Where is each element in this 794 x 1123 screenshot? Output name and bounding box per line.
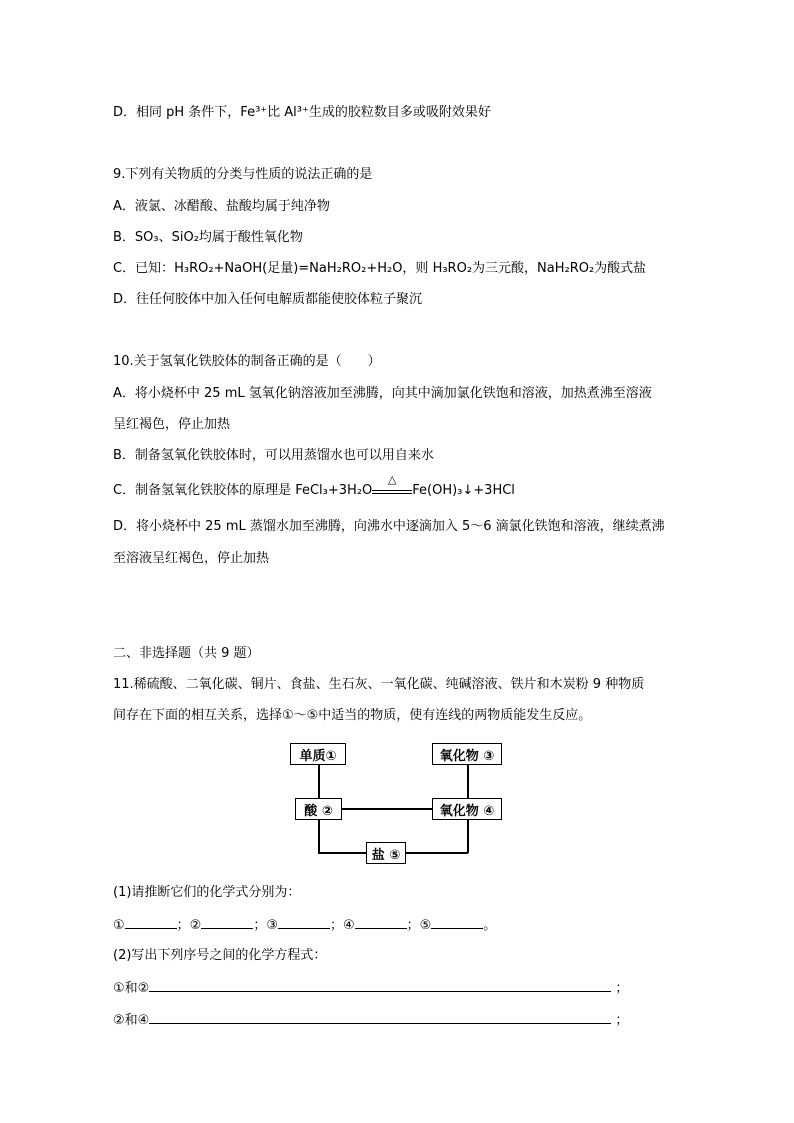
connector-2-5-vertical: [318, 819, 320, 853]
q10-option-d-line2: 至溶液呈红褐色，停止加热: [113, 551, 270, 566]
part2-heading: 二、非选择题（共 9 题）: [113, 646, 260, 661]
box-acid: 酸 ②: [295, 798, 342, 820]
q9-option-c: C．已知：H₃RO₂+NaOH(足量)=NaH₂RO₂+H₂O，则 H₃RO₂为三元酸，NaH₂RO₂为酸式盐: [113, 261, 647, 276]
blank-label-1: ①: [113, 918, 125, 933]
q11-sub2: (2)写出下列序号之间的化学方程式：: [113, 948, 327, 963]
blank-label-3: ；③: [253, 918, 278, 933]
q10-option-a-line1: A．将小烧杯中 25 mL 氢氧化钠溶液加至沸腾，向其中滴加氯化铁饱和溶液，加热煮沸至溶液: [113, 386, 652, 401]
answer-blank-1[interactable]: [125, 916, 177, 929]
q10-option-a-line2: 呈红褐色，停止加热: [113, 417, 231, 432]
box-salt: 盐 ⑤: [366, 842, 406, 864]
q9-option-b: B．SO₃、SiO₂均属于酸性氧化物: [113, 230, 303, 245]
q10-option-b: B．制备氢氧化铁胶体时，可以用蒸馏水也可以用自来水: [113, 448, 434, 463]
q11-sub1: (1)请推断它们的化学式分别为：: [113, 885, 301, 900]
equation-line-1: [113, 979, 628, 998]
connector-4-5-vertical: [467, 819, 469, 853]
heat-symbol: △: [388, 473, 397, 486]
blank-label-5: ；⑤: [406, 918, 432, 933]
q10-option-c-products: Fe(OH)₃↓+3HCl: [412, 483, 515, 498]
equation-blank-2[interactable]: [149, 1011, 611, 1024]
q11-answer-blanks: [113, 916, 496, 935]
equation-end-2: ；: [615, 1013, 629, 1028]
reaction-condition: [372, 473, 412, 494]
answer-blank-5[interactable]: [431, 916, 483, 929]
equation-label-2: ②和④: [113, 1013, 150, 1028]
q10-stem: 10.关于氢氧化铁胶体的制备正确的是（ ）: [113, 354, 381, 369]
equation-label-1: ①和②: [113, 981, 150, 996]
connector-2-4: [342, 808, 434, 810]
blank-end: 。: [483, 918, 497, 933]
box-elemental-substance: 单质①: [290, 743, 346, 765]
connector-1-2: [318, 764, 320, 798]
blank-label-4: ；④: [329, 918, 355, 933]
equation-line-2: [113, 1011, 628, 1030]
box-oxide-3: 氧化物 ③: [432, 743, 502, 765]
blank-label-2: ；②: [176, 918, 202, 933]
q9-option-d: D．往任何胶体中加入任何电解质都能使胶体粒子聚沉: [113, 292, 423, 307]
q10-option-d-line1: D．将小烧杯中 25 mL 蒸馏水加至沸腾，向沸水中逐滴加入 5～6 滴氯化铁饱和溶液，继续煮沸: [113, 519, 665, 534]
q9-stem: 9.下列有关物质的分类与性质的说法正确的是: [113, 167, 373, 182]
q9-option-a: A．液氯、冰醋酸、盐酸均属于纯净物: [113, 199, 330, 214]
q8-option-d: D．相同 pH 条件下，Fe³⁺比 Al³⁺生成的胶粒数目多或吸附效果好: [113, 105, 491, 120]
q11-stem-line2: 间存在下面的相互关系，选择①～⑤中适当的物质，使有连线的两物质能发生反应。: [113, 708, 592, 723]
equation-blank-1[interactable]: [149, 979, 611, 992]
answer-blank-2[interactable]: [201, 916, 253, 929]
answer-blank-4[interactable]: [355, 916, 407, 929]
box-oxide-4: 氧化物 ④: [432, 798, 502, 820]
connector-3-4: [467, 764, 469, 798]
q10-option-c-text: C．制备氢氧化铁胶体的原理是 FeCl₃+3H₂O: [113, 483, 373, 498]
q11-stem-line1: 11.稀硫酸、二氧化碳、铜片、食盐、生石灰、一氧化碳、纯碱溶液、铁片和木炭粉 9 种物质: [113, 677, 645, 692]
equation-end-1: ；: [615, 981, 629, 996]
connector-2-5-horizontal: [318, 852, 366, 854]
connector-4-5-horizontal: [404, 852, 468, 854]
q10-option-c: [113, 473, 515, 500]
answer-blank-3[interactable]: [278, 916, 330, 929]
